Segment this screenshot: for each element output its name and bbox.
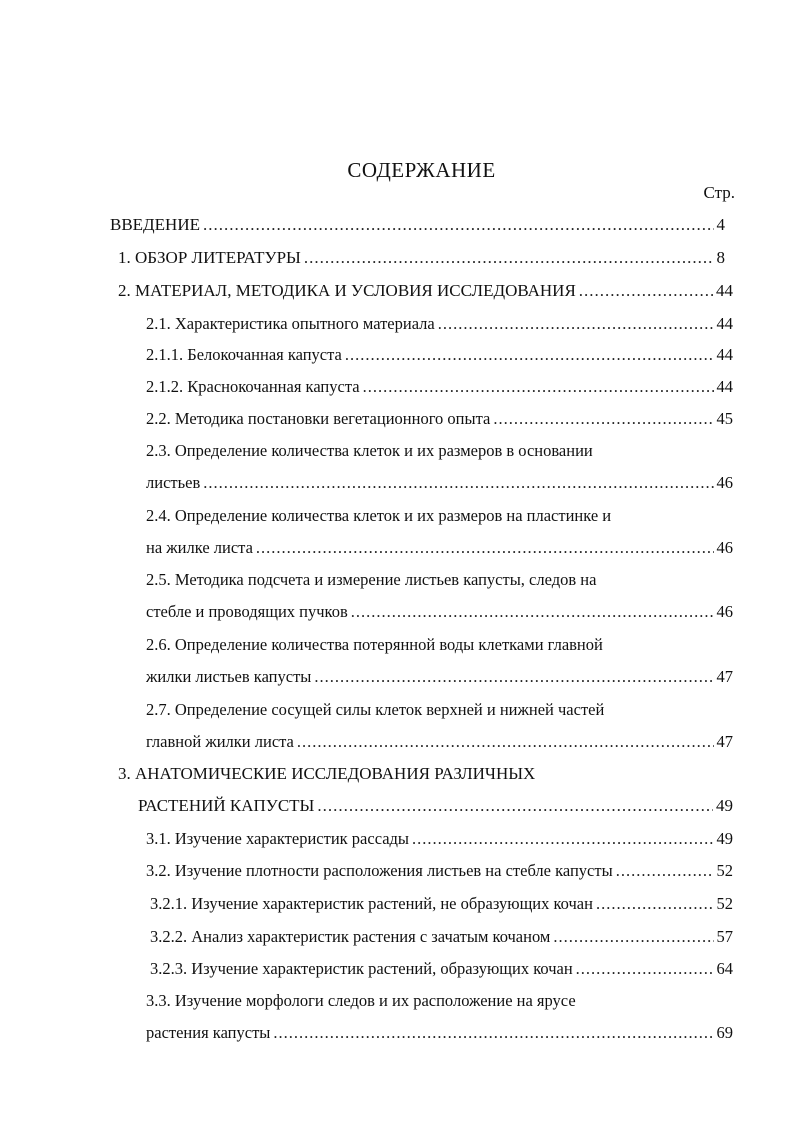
toc-entry-page: 52 [716,894,733,913]
toc-entry-label: на жилке листа [146,538,253,557]
toc-entry [146,635,733,687]
toc-entry-line1: 2.7. Определение сосущей силы клеток верхней и нижней частей [146,700,605,719]
toc-entry [146,700,733,752]
toc-entry [146,377,733,397]
leader-dots [256,538,714,558]
toc-entry-label: ВВЕДЕНИЕ [110,215,200,234]
toc-entry-page: 44 [716,314,733,333]
toc-entry-label: 2.1.2. Краснокочанная капуста [146,377,360,396]
toc-entry [110,215,725,235]
toc-entry-label: 1. ОБЗОР ЛИТЕРАТУРЫ [118,248,301,267]
leader-dots [493,409,713,429]
toc-entry-label: листьев [146,473,201,492]
toc-entry-label: главной жилки листа [146,732,294,751]
toc-entry [146,570,733,622]
leader-dots [576,959,714,979]
toc-entry-label: 3.2. Изучение плотности расположения листьев на стебле капусты [146,861,613,880]
toc-entry-label: 2.2. Методика постановки вегетационного опыта [146,409,491,428]
toc-entry-label: растения капусты [146,1023,271,1042]
toc-entry-label: 3.1. Изучение характеристик рассады [146,829,410,848]
toc-entry [118,248,725,268]
toc-entry [146,829,733,849]
leader-dots [596,894,714,914]
toc-entry [118,281,733,301]
toc-entry [146,345,733,365]
toc-entry-page: 46 [716,602,733,621]
toc-entry-page: 4 [716,215,725,234]
toc-entry-page: 57 [716,927,733,946]
toc-entry-label: 2.1.1. Белокочанная капуста [146,345,342,364]
toc-entry-line1: 2.6. Определение количества потерянной воды клетками главной [146,635,603,654]
leader-dots [297,732,714,752]
toc-entry-label: 2. МАТЕРИАЛ, МЕТОДИКА И УСЛОВИЯ ИССЛЕДОВАНИЯ [118,281,576,300]
toc-entry [146,861,733,881]
leader-dots [438,314,714,334]
toc-entry-page: 45 [716,409,733,428]
toc-entry [146,441,733,493]
toc-entry-page: 44 [716,377,733,396]
leader-dots [203,473,713,493]
toc-entry-label: 3.2.1. Изучение характеристик растений, не образующих кочан [150,894,593,913]
toc-entry-line1: 3. АНАТОМИЧЕСКИЕ ИССЛЕДОВАНИЯ РАЗЛИЧНЫХ [118,764,536,783]
toc-entry-page: 49 [716,796,733,815]
toc-entry-label: РАСТЕНИЙ КАПУСТЫ [138,796,315,815]
toc-entry-label: 2.1. Характеристика опытного материала [146,314,435,333]
toc-entry-page: 69 [716,1023,733,1042]
toc-entry [146,506,733,558]
leader-dots [345,345,714,365]
leader-dots [317,796,713,816]
toc-entry-page: 52 [716,861,733,880]
page-title: СОДЕРЖАНИЕ [347,158,496,182]
leader-dots [273,1023,713,1043]
toc-entry-line1: 2.4. Определение количества клеток и их размеров на пластинке и [146,506,612,525]
toc-entry-page: 47 [716,732,733,751]
leader-dots [314,667,713,687]
leader-dots [553,927,713,947]
toc-entry-page: 49 [716,829,733,848]
page-column-label: Стр. [703,183,735,202]
toc-entry [146,991,733,1043]
toc-entry [150,927,733,947]
leader-dots [579,281,713,301]
toc-entry-page: 64 [716,959,733,978]
toc-entry [150,959,733,979]
toc-entry-page: 46 [716,538,733,557]
toc-entry [118,764,733,816]
toc-entry-page: 8 [716,248,725,267]
leader-dots [304,248,714,268]
leader-dots [616,861,714,881]
toc-entry-line1: 2.5. Методика подсчета и измерение листьев капусты, следов на [146,570,597,589]
toc-entry-page: 44 [716,345,733,364]
toc-entry [146,409,733,429]
toc-entry-label: стебле и проводящих пучков [146,602,348,621]
toc-entry-label: 3.2.3. Изучение характеристик растений, образующих кочан [150,959,573,978]
toc-entry-line1: 3.3. Изучение морфологи следов и их расположение на ярусе [146,991,576,1010]
toc-entry-label: 3.2.2. Анализ характеристик растения с зачатым кочаном [150,927,551,946]
toc-entry-page: 44 [716,281,733,300]
toc-entry [150,894,733,914]
toc-entry-page: 47 [716,667,733,686]
toc-entry-page: 46 [716,473,733,492]
leader-dots [363,377,714,397]
toc-entry-label: жилки листьев капусты [146,667,312,686]
toc-entry-line1: 2.3. Определение количества клеток и их размеров в основании [146,441,593,460]
leader-dots [412,829,713,849]
leader-dots [203,215,714,235]
toc-entry [146,314,733,334]
leader-dots [351,602,714,622]
